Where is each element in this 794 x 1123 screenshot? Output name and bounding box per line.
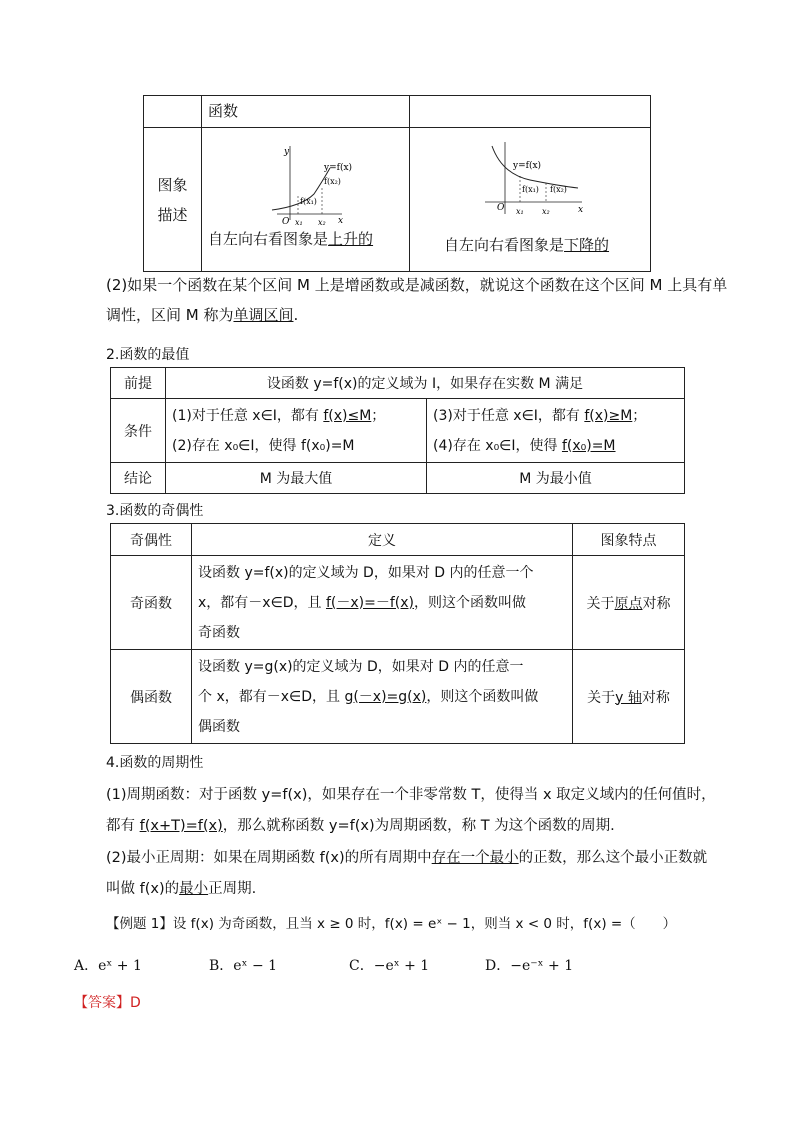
example-question: 设 f(x) 为奇函数，且当 x ≥ 0 时，f(x) = eˣ − 1，则当 x < 0 时，f(x) =（ ） <box>172 916 677 932</box>
odd-feat-prefix: 关于 <box>586 595 615 612</box>
odd-feat-suffix: 对称 <box>642 595 671 612</box>
even-def-key: g(－x)=g(x) <box>344 688 427 705</box>
parity-table <box>110 523 685 744</box>
header-empty-cell <box>410 96 651 128</box>
fx1-label: f(x₁) <box>300 197 317 206</box>
decreasing-cell <box>410 128 651 272</box>
y-axis-label: y <box>284 147 290 157</box>
origin-label: O <box>282 217 290 227</box>
extrema-table <box>110 367 685 494</box>
condition-min-cell <box>427 399 685 463</box>
odd-def-prefix: x，都有－x∈D，且 <box>198 594 326 611</box>
cond1 <box>172 401 420 431</box>
p1-prefix: 都有 <box>106 818 140 834</box>
option-c: C．−eˣ + 1 <box>349 958 430 974</box>
option-d: D．−e⁻ˣ + 1 <box>485 958 574 974</box>
fx2-label: f(x₂) <box>324 177 341 186</box>
cond3-suffix: ； <box>632 407 647 424</box>
answer-line <box>74 992 141 1012</box>
mono-para-suffix: . <box>293 306 299 324</box>
decreasing-graph <box>410 128 650 220</box>
p2-key: 存在一个最小 <box>431 850 519 866</box>
section2-heading: 2.函数的最值 <box>106 347 190 363</box>
even-def-suffix: ，则这个函数叫做 <box>426 688 539 705</box>
example-question-line <box>106 912 676 932</box>
monotonicity-table <box>143 95 651 272</box>
period-p1-line1: (1)周期函数：对于函数 y=f(x)，如果存在一个非零常数 T，使得当 x 取定义域内的任何值时， <box>106 787 716 803</box>
p2b-key: 最小 <box>179 881 209 897</box>
cond1-prefix: (1)对于任意 x∈I，都有 <box>172 407 324 424</box>
even-feat-key: y 轴 <box>615 689 642 706</box>
p1-key: f(x+T)=f(x) <box>139 818 223 834</box>
x-axis-label: x <box>578 205 584 215</box>
cond3-prefix: (3)对于任意 x∈I，都有 <box>433 407 585 424</box>
curve-label: y=f(x) <box>513 161 542 171</box>
odd-def-line2 <box>198 588 566 618</box>
mono-para-line2 <box>106 304 298 325</box>
cond4-prefix: (4)存在 x₀∈I，使得 <box>433 437 562 454</box>
col-feature: 图象特点 <box>573 524 685 556</box>
answer-value: D <box>130 995 141 1011</box>
conclusion-max: M 为最大值 <box>166 463 427 494</box>
even-feat-suffix: 对称 <box>641 689 670 706</box>
inc-desc-prefix: 自左向右看图象是 <box>208 230 329 248</box>
x2-label: x₂ <box>318 218 326 227</box>
p2b-suffix: 正周期. <box>208 881 257 897</box>
cond1-key: f(x)≤M <box>323 407 372 424</box>
fx1-label: f(x₁) <box>522 185 539 194</box>
cond2: (2)存在 x₀∈I，使得 f(x₀)=M <box>172 437 355 454</box>
answer-tag: 【答案】 <box>74 995 130 1011</box>
curve-label: y=f(x) <box>324 163 353 173</box>
cond1-suffix: ； <box>371 407 386 424</box>
option-b: B．eˣ − 1 <box>209 958 278 974</box>
even-feat-prefix: 关于 <box>587 689 616 706</box>
decreasing-desc <box>410 234 650 255</box>
even-label: 偶函数 <box>111 650 192 744</box>
section4-heading: 4.函数的周期性 <box>106 755 204 771</box>
label-graph: 图象 <box>157 175 188 194</box>
dec-desc-key: 下降的 <box>564 236 610 254</box>
odd-definition <box>192 556 573 650</box>
condition-max-cell <box>166 399 427 463</box>
odd-def-suffix: ，则这个函数叫做 <box>414 594 527 611</box>
header-function-cell: 函数 <box>202 96 410 128</box>
even-def-line1: 设函数 y=g(x)的定义域为 D，如果对 D 内的任意一 <box>198 658 524 675</box>
inc-desc-key: 上升的 <box>328 230 374 248</box>
condition-label: 条件 <box>111 399 166 463</box>
cond3 <box>433 401 678 431</box>
cond4-key: f(x₀)=M <box>561 437 616 454</box>
even-definition <box>192 650 573 744</box>
odd-label: 奇函数 <box>111 556 192 650</box>
p1-suffix: ，那么就称函数 y=f(x)为周期函数，称 T 为这个函数的周期. <box>222 818 615 834</box>
mono-para-key: 单调区间 <box>233 306 294 324</box>
section3-heading: 3.函数的奇偶性 <box>106 503 204 519</box>
p2b-prefix: 叫做 f(x)的 <box>106 881 180 897</box>
even-def-line3: 偶函数 <box>198 718 240 735</box>
x1-label: x₁ <box>295 218 303 227</box>
period-p2-line1 <box>106 846 707 867</box>
period-p2-line2 <box>106 877 256 898</box>
col-parity: 奇偶性 <box>111 524 192 556</box>
increasing-cell <box>202 128 410 272</box>
conclusion-min: M 为最小值 <box>427 463 685 494</box>
mono-para-line1: (2)如果一个函数在某个区间 M 上是增函数或是减函数，就说这个函数在这个区间 M 上具有单 <box>106 276 728 294</box>
odd-def-line1: 设函数 y=f(x)的定义域为 D，如果对 D 内的任意一个 <box>198 564 534 581</box>
label-desc: 描述 <box>157 205 188 224</box>
empty-corner-cell <box>144 96 202 128</box>
p2-suffix: 的正数，那么这个最小正数就 <box>518 850 708 866</box>
dec-desc-prefix: 自左向右看图象是 <box>444 236 565 254</box>
premise-label: 前提 <box>111 368 166 399</box>
even-feature <box>573 650 685 744</box>
p2-prefix: (2)最小正周期：如果在周期函数 f(x)的所有周期中 <box>106 850 432 866</box>
conclusion-label: 结论 <box>111 463 166 494</box>
col-definition: 定义 <box>192 524 573 556</box>
odd-def-key: f(－x)=－f(x) <box>326 594 415 611</box>
x-axis-label: x <box>338 216 344 226</box>
origin-label: O <box>497 203 505 213</box>
odd-def-line3: 奇函数 <box>198 624 240 641</box>
x1-label: x₁ <box>516 207 524 216</box>
mono-para-prefix: 调性，区间 M 称为 <box>106 306 234 324</box>
odd-feature <box>573 556 685 650</box>
cond3-key: f(x)≥M <box>584 407 633 424</box>
x2-label: x₂ <box>542 207 550 216</box>
even-def-prefix: 个 x，都有－x∈D，且 <box>198 688 345 705</box>
option-a: A．eˣ + 1 <box>74 958 142 974</box>
example-tag: 【例题 1】 <box>106 916 173 932</box>
row-label-graph-desc <box>144 128 202 272</box>
premise-text: 设函数 y=f(x)的定义域为 I，如果存在实数 M 满足 <box>166 368 685 399</box>
period-p1-line2 <box>106 814 615 835</box>
odd-feat-key: 原点 <box>614 595 643 612</box>
even-def-line2 <box>198 682 566 712</box>
increasing-graph <box>202 130 408 227</box>
fx2-label: f(x₂) <box>550 185 567 194</box>
increasing-desc <box>202 228 409 249</box>
cond4 <box>433 431 678 461</box>
